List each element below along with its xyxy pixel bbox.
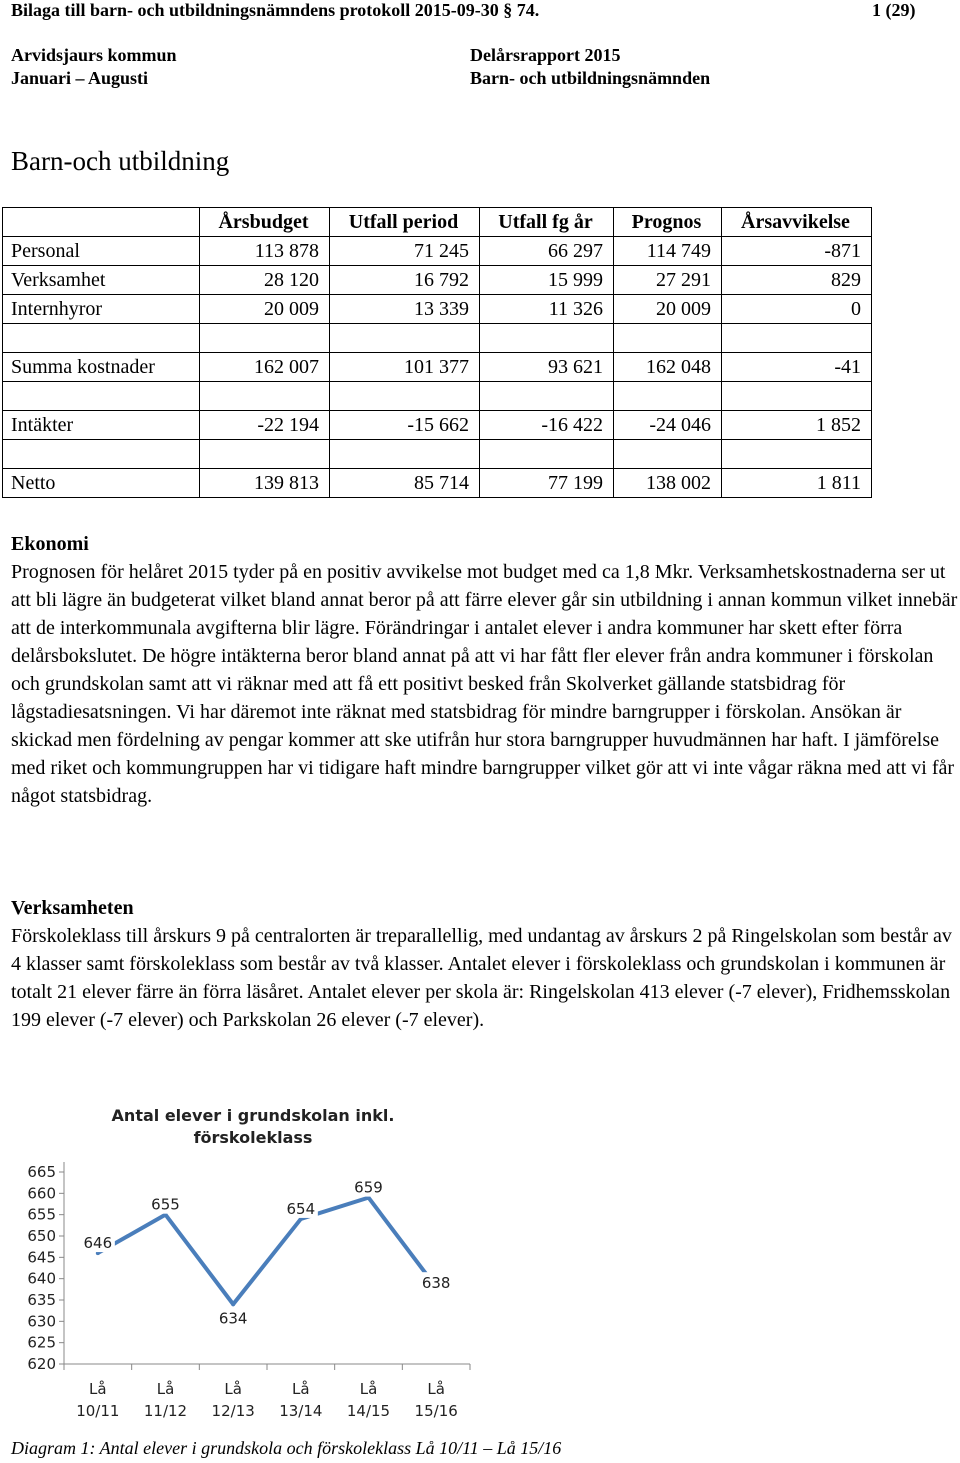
budget-cell xyxy=(480,324,614,353)
x-tick-label: Lå xyxy=(89,1380,107,1398)
data-label: 659 xyxy=(354,1178,383,1197)
budget-cell: 114 749 xyxy=(614,237,722,266)
students-chart-svg xyxy=(0,1090,480,1435)
y-tick-label: 665 xyxy=(27,1163,56,1181)
y-tick-label: 625 xyxy=(27,1333,56,1352)
page-number: 1 (29) xyxy=(872,0,916,20)
budget-cell: 16 792 xyxy=(330,266,480,295)
budget-cell: 15 999 xyxy=(480,266,614,295)
y-tick-label: 635 xyxy=(27,1291,56,1309)
budget-row-label: Verksamhet xyxy=(3,266,200,295)
budget-cell: 1 852 xyxy=(722,411,872,440)
budget-cell: 20 009 xyxy=(614,295,722,324)
budget-row-label xyxy=(3,440,200,469)
budget-cell xyxy=(614,440,722,469)
protocol-line: Bilaga till barn- och utbildningsnämndens protokoll 2015-09-30 § 74. xyxy=(11,0,540,20)
budget-row xyxy=(3,440,872,469)
budget-column-header: Årsavvikelse xyxy=(722,208,872,237)
x-tick-label: 15/16 xyxy=(414,1402,458,1420)
budget-cell: 101 377 xyxy=(330,353,480,382)
budget-cell: 1 811 xyxy=(722,469,872,498)
budget-cell xyxy=(614,324,722,353)
budget-row xyxy=(3,237,872,266)
budget-cell: 28 120 xyxy=(200,266,330,295)
budget-column-header: Prognos xyxy=(614,208,722,237)
budget-row xyxy=(3,411,872,440)
budget-cell: -15 662 xyxy=(330,411,480,440)
data-label: 638 xyxy=(421,1274,451,1293)
y-tick-label: 640 xyxy=(27,1269,56,1288)
x-tick-label: Lå xyxy=(427,1380,445,1398)
budget-column-header: Utfall period xyxy=(330,208,480,237)
budget-cell: 162 007 xyxy=(200,353,330,382)
budget-cell xyxy=(330,324,480,353)
budget-cell: -24 046 xyxy=(614,411,722,440)
y-tick-label: 660 xyxy=(27,1184,56,1203)
budget-cell xyxy=(480,382,614,411)
x-tick-label: Lå xyxy=(224,1380,242,1398)
budget-cell xyxy=(200,324,330,353)
budget-cell: -22 194 xyxy=(200,411,330,440)
budget-cell: 0 xyxy=(722,295,872,324)
budget-row xyxy=(3,353,872,382)
budget-cell: 20 009 xyxy=(200,295,330,324)
x-tick-label: 10/11 xyxy=(76,1402,120,1420)
report-name: Delårsrapport 2015 xyxy=(470,45,621,65)
x-tick-label: 11/12 xyxy=(143,1402,188,1420)
budget-cell xyxy=(200,382,330,411)
y-tick-label: 655 xyxy=(27,1205,56,1224)
budget-cell: -871 xyxy=(722,237,872,266)
budget-cell: 113 878 xyxy=(200,237,330,266)
budget-row xyxy=(3,295,872,324)
budget-cell: 71 245 xyxy=(330,237,480,266)
budget-cell: 139 813 xyxy=(200,469,330,498)
data-label: 655 xyxy=(151,1195,180,1214)
verksamheten-section xyxy=(11,894,959,1034)
budget-header-row xyxy=(3,208,872,237)
budget-cell: 85 714 xyxy=(330,469,480,498)
budget-cell: 162 048 xyxy=(614,353,722,382)
budget-row-label: Intäkter xyxy=(3,411,200,440)
municipality: Arvidsjaurs kommun xyxy=(11,45,177,65)
y-tick-label: 645 xyxy=(27,1248,56,1267)
page-title: Barn-och utbildning xyxy=(11,146,230,176)
ekonomi-text: Prognosen för helåret 2015 tyder på en positiv avvikelse mot budget med ca 1,8 Mkr. Verksamhetskostnaderna ser ut att bli lägre än budgeterat vilket bland annat beror på att färre elever går sin utbildning i annan kommun vilket innebär att de interkommunala avgifterna blir lägre. Förändringar i antalet elever i andra kommuner har skett efter förra delårsbokslutet. De högre intäkterna beror bland annat på att vi har fått fler elever från andra kommuner i förskolan och grundskolan samt att vi räknar med att få ett positivt besked från Skolverket gällande statsbidrag för lågstadiesatsningen. Vi har däremot inte räknat med statsbidrag för mindre barngrupper i förskolan. Ansökan är skickad men fördelning av pengar kommer att ske utifrån hur stora barngrupper huvudmännen har haft. I jämförelse med riket och kommungruppen har vi tidigare haft mindre barngrupper vilket gör att vi inte vågar räkna med att vi får något statsbidrag. xyxy=(11,561,958,807)
chart-title: Antal elever i grundskolan inkl. xyxy=(111,1106,395,1125)
budget-row xyxy=(3,324,872,353)
data-label: 654 xyxy=(286,1199,316,1218)
budget-row-label xyxy=(3,324,200,353)
budget-row-label: Personal xyxy=(3,237,200,266)
budget-cell xyxy=(200,440,330,469)
data-point xyxy=(231,1302,235,1306)
budget-cell xyxy=(722,440,872,469)
budget-cell: 829 xyxy=(722,266,872,295)
budget-cell: 77 199 xyxy=(480,469,614,498)
verksamheten-text: Förskoleklass till årskurs 9 på centralorten är treparallellig, med undantag av årskurs 2 på Ringelskolan som består av 4 klasser samt förskoleklass som består av två klasser. Antalet elever i förskoleklass och grundskolan i kommunen är totalt 21 elever färre än förra läsåret. Antalet elever per skola är: Ringelskolan 413 elever (-7 elever), Fridhemsskolan 199 elever (-7 elever) och Parkskolan 26 elever (-7 elever). xyxy=(11,925,952,1031)
budget-column-header: Årsbudget xyxy=(200,208,330,237)
budget-row-label: Internhyror xyxy=(3,295,200,324)
ekonomi-section xyxy=(11,530,959,810)
budget-row xyxy=(3,382,872,411)
ekonomi-heading: Ekonomi xyxy=(11,533,89,555)
budget-cell: 11 326 xyxy=(480,295,614,324)
y-tick-label: 620 xyxy=(27,1355,56,1373)
x-tick-label: 14/15 xyxy=(346,1402,391,1420)
chart-title: förskoleklass xyxy=(193,1128,313,1147)
report-period: Januari – Augusti xyxy=(11,68,149,88)
budget-cell: 13 339 xyxy=(330,295,480,324)
diagram-caption: Diagram 1: Antal elever i grundskola och förskoleklass Lå 10/11 – Lå 15/16 xyxy=(11,1438,562,1458)
x-tick-label: Lå xyxy=(292,1380,310,1398)
budget-column-header xyxy=(3,208,200,237)
budget-cell xyxy=(722,382,872,411)
y-tick-label: 650 xyxy=(27,1227,56,1245)
x-tick-label: 12/13 xyxy=(211,1402,255,1420)
budget-row-label xyxy=(3,382,200,411)
budget-cell xyxy=(614,382,722,411)
x-tick-label: Lå xyxy=(156,1380,175,1398)
budget-cell: -41 xyxy=(722,353,872,382)
budget-row xyxy=(3,266,872,295)
students-chart xyxy=(0,1090,480,1435)
budget-row-label: Summa kostnader xyxy=(3,353,200,382)
y-tick-label: 630 xyxy=(27,1312,56,1331)
budget-cell: 138 002 xyxy=(614,469,722,498)
budget-cell: 27 291 xyxy=(614,266,722,295)
budget-cell xyxy=(330,440,480,469)
budget-cell: 66 297 xyxy=(480,237,614,266)
x-tick-label: 13/14 xyxy=(279,1402,323,1420)
budget-table xyxy=(2,207,872,498)
budget-cell: -16 422 xyxy=(480,411,614,440)
budget-row xyxy=(3,469,872,498)
x-tick-label: Lå xyxy=(359,1380,378,1398)
budget-cell: 93 621 xyxy=(480,353,614,382)
budget-cell xyxy=(330,382,480,411)
data-label: 634 xyxy=(218,1309,248,1328)
budget-column-header: Utfall fg år xyxy=(480,208,614,237)
data-label: 646 xyxy=(83,1234,113,1253)
budget-row-label: Netto xyxy=(3,469,200,498)
budget-cell xyxy=(722,324,872,353)
verksamheten-heading: Verksamheten xyxy=(11,897,134,919)
board-name: Barn- och utbildningsnämnden xyxy=(470,68,711,88)
budget-cell xyxy=(480,440,614,469)
